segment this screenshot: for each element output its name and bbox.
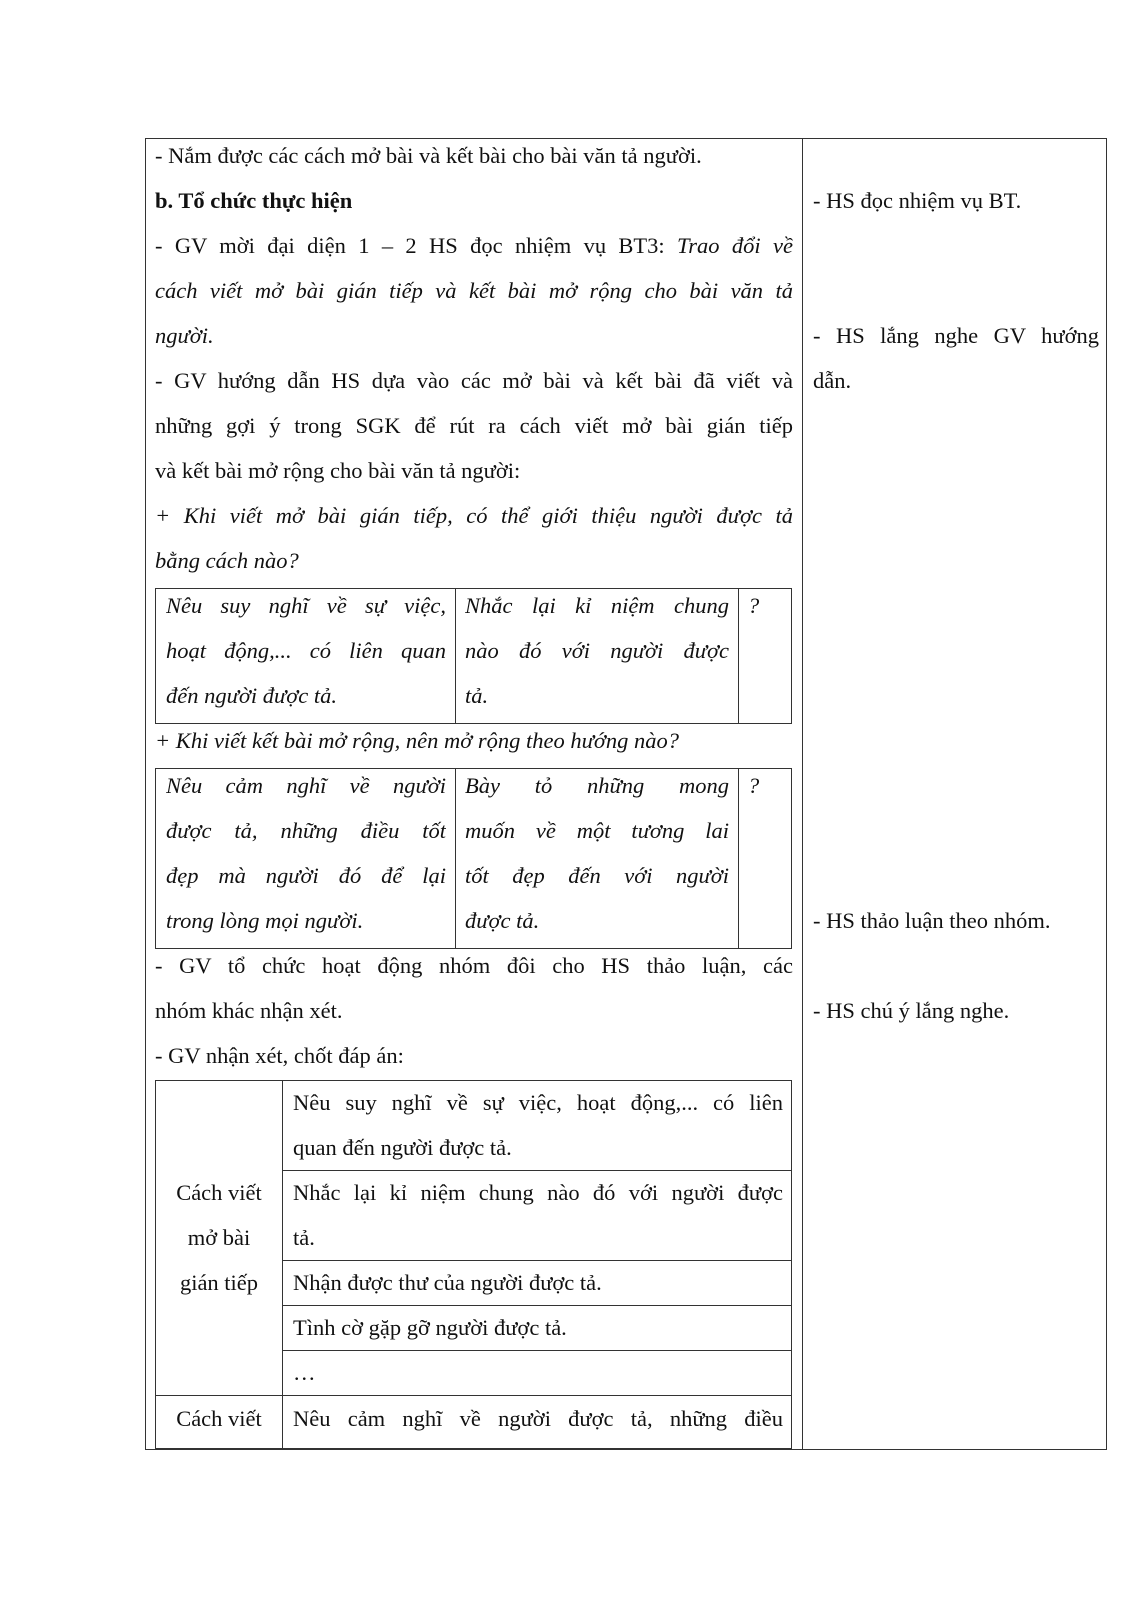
answer-row-5: … [293, 1360, 316, 1385]
answer-table-divider [282, 1080, 283, 1449]
table2-divider-2 [738, 768, 739, 949]
paragraph-1-line-1 [155, 223, 793, 268]
table1-cell-2: Nhắc lại kỉ niệm chung nào đó với người được tả. [465, 593, 729, 708]
objective-line: - Nắm được các cách mở bài và kết bài cho bài văn tả người. [155, 143, 702, 168]
column-divider [802, 138, 803, 1450]
answer-row-3: Nhận được thư của người được tả. [293, 1270, 602, 1295]
answer-row-4: Tình cờ gặp gỡ người được tả. [293, 1315, 567, 1340]
table1-divider-1 [455, 588, 456, 724]
answer-group-2-label: Cách viết [176, 1406, 262, 1431]
question-2: + Khi viết kết bài mở rộng, nên mở rộng theo hướng nào? [155, 728, 680, 753]
table2-divider-1 [455, 768, 456, 949]
paragraph-2-line-2: những gợi ý trong SGK để rút ra cách viết mở bài gián tiếp [155, 413, 793, 438]
answer-row-6: Nêu cảm nghĩ về người được tả, những điều [293, 1406, 783, 1431]
paragraph-3-line-1: - GV tổ chức hoạt động nhóm đôi cho HS thảo luận, các [155, 953, 793, 978]
table2-cell-3: ? [748, 773, 760, 798]
paragraph-3-line-2: nhóm khác nhận xét. [155, 998, 343, 1023]
student-activity-2-line-2: dẫn. [813, 368, 852, 393]
paragraph-1-line-2: cách viết mở bài gián tiếp và kết bài mở rộng cho bài văn tả [155, 278, 793, 303]
student-activity-4: - HS chú ý lắng nghe. [813, 998, 1010, 1023]
paragraph-4: - GV nhận xét, chốt đáp án: [155, 1043, 404, 1068]
table1-cell-1: Nêu suy nghĩ về sự việc, hoạt động,... có liên quan đến người được tả. [166, 593, 446, 708]
section-heading: b. Tổ chức thực hiện [155, 188, 353, 213]
p1-normal: - GV mời đại diện 1 – 2 HS đọc nhiệm vụ BT3: [155, 233, 678, 258]
table2-cell-1: Nêu cảm nghĩ về người được tả, những điều tốt đẹp mà người đó để lại trong lòng mọi người. [166, 773, 446, 933]
table1-divider-2 [738, 588, 739, 724]
student-activity-3: - HS thảo luận theo nhóm. [813, 908, 1051, 933]
question-1-line-1: + Khi viết mở bài gián tiếp, có thể giới thiệu người được tả [155, 503, 793, 528]
p1-italic: Trao đổi về [677, 233, 793, 258]
paragraph-1-line-3: người. [155, 323, 214, 348]
student-activity-2-line-1: - HS lắng nghe GV hướng [813, 323, 1099, 348]
student-activity-1: - HS đọc nhiệm vụ BT. [813, 188, 1022, 213]
table2-cell-2: Bày tỏ những mong muốn về một tương lai tốt đẹp đến với người được tả. [465, 773, 729, 933]
answer-row-1: Nêu suy nghĩ về sự việc, hoạt động,... có liên quan đến người được tả. [293, 1090, 783, 1160]
table1-cell-3: ? [748, 593, 760, 618]
answer-row-2: Nhắc lại kỉ niệm chung nào đó với người được tả. [293, 1180, 783, 1250]
paragraph-2-line-1: - GV hướng dẫn HS dựa vào các mở bài và kết bài đã viết và [155, 368, 793, 393]
answer-group-1-label: Cách viết mở bài gián tiếp [176, 1180, 262, 1295]
paragraph-2-line-3: và kết bài mở rộng cho bài văn tả người: [155, 458, 521, 483]
question-1-line-2: bằng cách nào? [155, 548, 299, 573]
